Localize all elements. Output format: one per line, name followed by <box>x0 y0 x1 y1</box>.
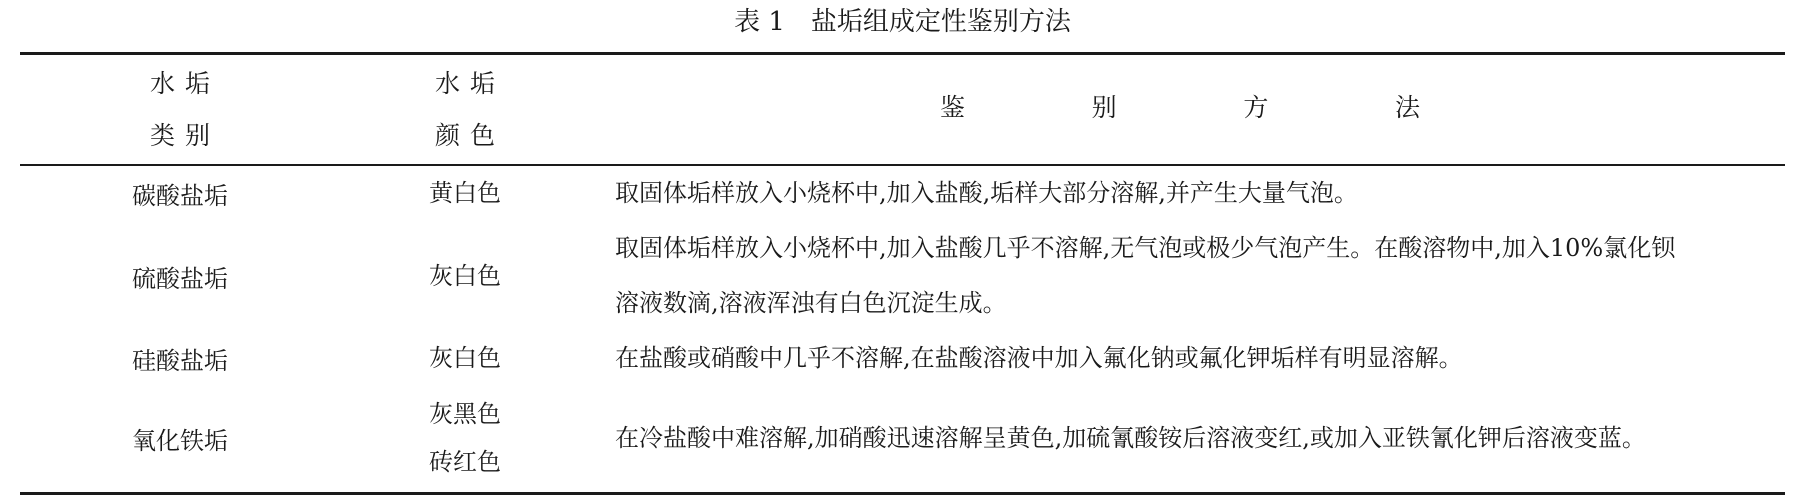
header-scale-color-line1: 水垢 <box>434 69 505 98</box>
scale-type-cell <box>20 331 340 386</box>
method-text-line: 取固体垢样放入小烧杯中,加入盐酸,垢样大部分溶解,并产生大量气泡。 <box>615 179 1358 207</box>
scale-color-cell <box>340 166 590 221</box>
header-method-char3: 方 <box>1243 93 1269 122</box>
table-bottom-rule <box>20 492 1785 495</box>
scale-color-cell <box>340 331 590 386</box>
scale-type-cell <box>20 221 340 331</box>
scale-type-cell <box>20 166 340 221</box>
table-row-carbonate <box>20 166 1785 221</box>
scale-color-text: 砖红色 <box>429 448 501 476</box>
method-cell <box>615 331 1785 386</box>
header-method <box>940 82 1420 134</box>
method-cell <box>615 221 1785 331</box>
header-method-char4: 法 <box>1394 93 1420 122</box>
method-cell <box>615 166 1785 221</box>
scale-color-text: 灰黑色 <box>429 400 501 428</box>
table-caption: 表 1 盐垢组成定性鉴别方法 <box>734 7 1071 37</box>
method-text-line: 溶液数滴,溶液浑浊有白色沉淀生成。 <box>615 289 1007 317</box>
scale-color-cell <box>340 386 590 490</box>
header-method-char2: 别 <box>1091 93 1117 122</box>
scale-type-text: 碳酸盐垢 <box>132 182 228 210</box>
scale-color-cell <box>340 221 590 331</box>
scale-type-text: 氧化铁垢 <box>132 426 228 455</box>
scale-color-text: 灰白色 <box>429 261 501 290</box>
table-row-silicate <box>20 331 1785 386</box>
scale-type-cell <box>20 386 340 490</box>
method-text-line: 在冷盐酸中难溶解,加硝酸迅速溶解呈黄色,加硫氰酸铵后溶液变红,或加入亚铁氰化钾后溶液变蓝。 <box>615 423 1646 452</box>
scale-type-text: 硫酸盐垢 <box>132 264 228 293</box>
scale-color-text: 灰白色 <box>429 344 501 372</box>
scale-color-text: 黄白色 <box>429 179 501 207</box>
method-cell <box>615 386 1785 490</box>
table-top-rule <box>20 52 1785 55</box>
header-scale-type-line2: 类别 <box>149 121 220 150</box>
header-scale-color-line2: 颜色 <box>434 121 505 150</box>
table-row-sulfate <box>20 221 1785 331</box>
header-scale-color <box>340 58 590 162</box>
method-text-line: 取固体垢样放入小烧杯中,加入盐酸几乎不溶解,无气泡或极少气泡产生。在酸溶物中,加入10%氯化钡 <box>615 234 1676 262</box>
header-scale-type-line1: 水垢 <box>149 69 220 98</box>
table-row-iron-oxide <box>20 386 1785 490</box>
header-scale-type <box>20 58 340 162</box>
header-method-char1: 鉴 <box>940 93 966 122</box>
scale-type-text: 硅酸盐垢 <box>132 347 228 375</box>
method-text-line: 在盐酸或硝酸中几乎不溶解,在盐酸溶液中加入氟化钠或氟化钾垢样有明显溶解。 <box>615 344 1463 372</box>
